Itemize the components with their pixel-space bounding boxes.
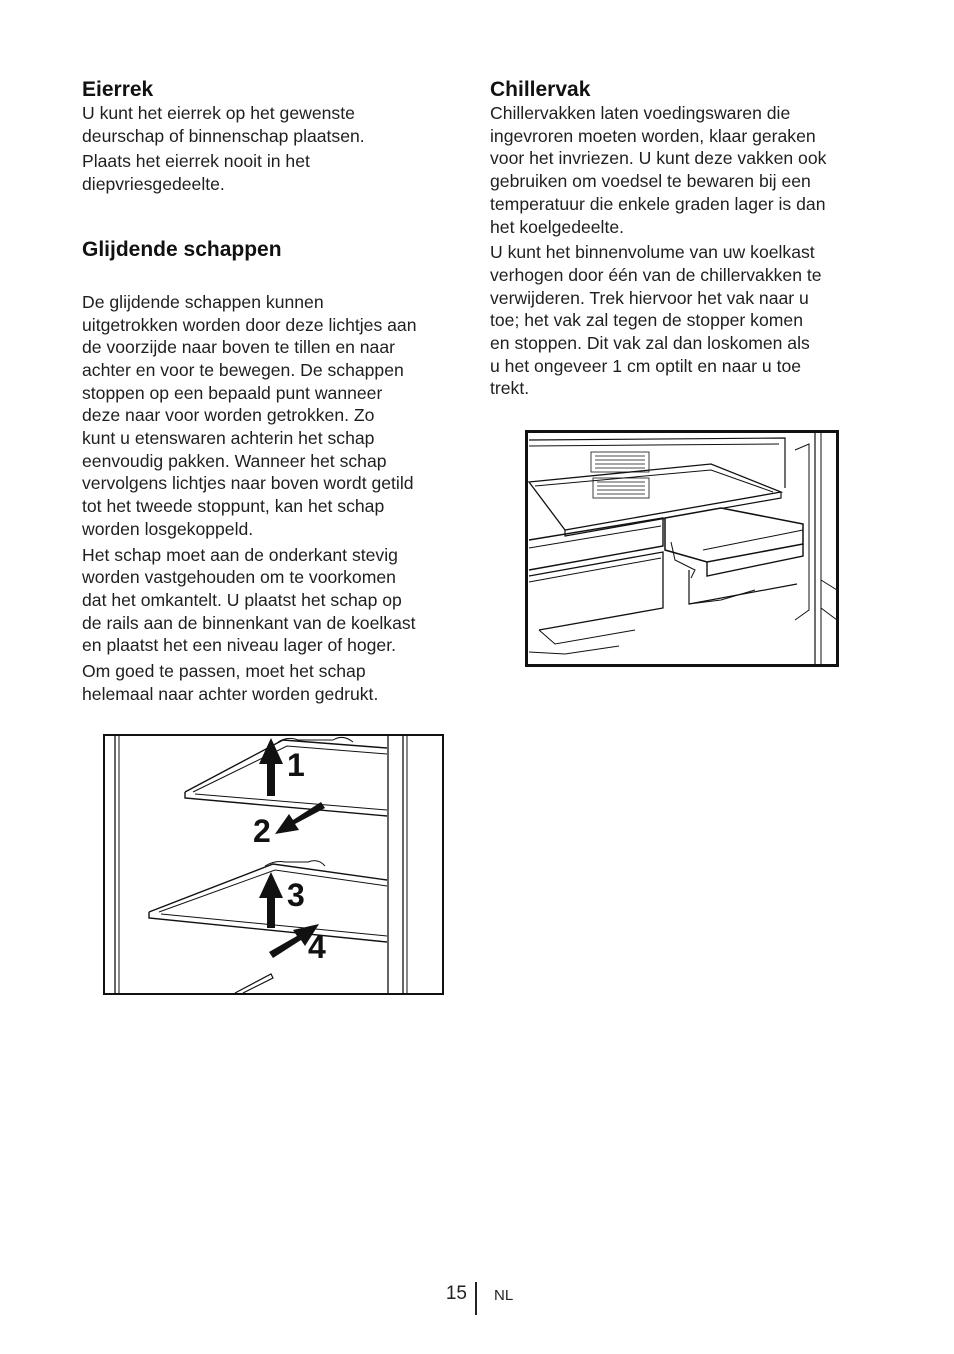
glijdend-paragraph-1: De glijdende schappen kunnen uitgetrokken worden door deze lichtjes aan de voorzijde naar boven te tillen en naar achter en voor te bewegen. De schappen stoppen op een bepaald punt wanneer deze naar voor worden getrokken. Zo kunt u etenswaren achterin het schap eenvoudig pakken. Wanneer het schap vervolgens lichtjes naar boven wordt getild tot het tweede stoppunt, kan het schap worden losgekoppeld. — [82, 291, 417, 539]
chiller-illustration — [525, 430, 839, 667]
glijdend-paragraph-2: Het schap moet aan de onderkant stevig worden vastgehouden om te voorkomen dat het omkantelt. U plaatst het schap op de rails aan de binnenkant van de koelkast en plaatst het een niveau lager of hoger. — [82, 544, 416, 656]
step-label-3: 3 — [287, 877, 305, 913]
chiller-drawing — [525, 430, 839, 667]
chillervak-paragraph-2: U kunt het binnenvolume van uw koelkast verhogen door één van de chillervakken te verwijderen. Trek hiervoor het vak naar u toe; het vak zal tegen de stopper komen en stoppen. Dit vak zal dan loskomen als u het ongeveer 1 cm optilt en naar u toe trekt. — [490, 242, 822, 399]
section-glijdende-schappen — [82, 238, 467, 706]
chillervak-paragraph-1: Chillervakken laten voedingswaren die ingevroren moeten worden, klaar geraken voor het invriezen. U kunt deze vakken ook gebruiken om voedsel te bewaren bij een temperatuur die enkele graden lager is dan het koelgedeelte. — [490, 103, 827, 237]
heading-eierrek: Eierrek — [82, 78, 154, 101]
right-column — [490, 78, 880, 400]
section-chillervak — [490, 78, 880, 400]
page-footer — [0, 1280, 954, 1316]
left-column — [82, 78, 467, 705]
shelf-illustration — [103, 734, 444, 995]
page-number: 15 — [445, 1283, 467, 1304]
shelf-drawing — [103, 734, 444, 995]
heading-glijdende-schappen: Glijdende schappen — [82, 237, 282, 261]
step-label-1: 1 — [287, 747, 305, 783]
heading-chillervak: Chillervak — [490, 78, 591, 101]
footer-divider — [475, 1282, 477, 1315]
eierrek-paragraph-2: Plaats het eierrek nooit in het diepvriesgedeelte. — [82, 151, 310, 195]
language-code: NL — [494, 1287, 514, 1304]
step-label-2: 2 — [253, 813, 271, 849]
eierrek-paragraph-1: U kunt het eierrek op het gewenste deurschap of binnenschap plaatsen. — [82, 103, 365, 146]
step-label-4: 4 — [308, 929, 326, 965]
section-eierrek — [82, 78, 467, 196]
glijdend-paragraph-3: Om goed te passen, moet het schap helemaal naar achter worden gedrukt. — [82, 661, 379, 704]
